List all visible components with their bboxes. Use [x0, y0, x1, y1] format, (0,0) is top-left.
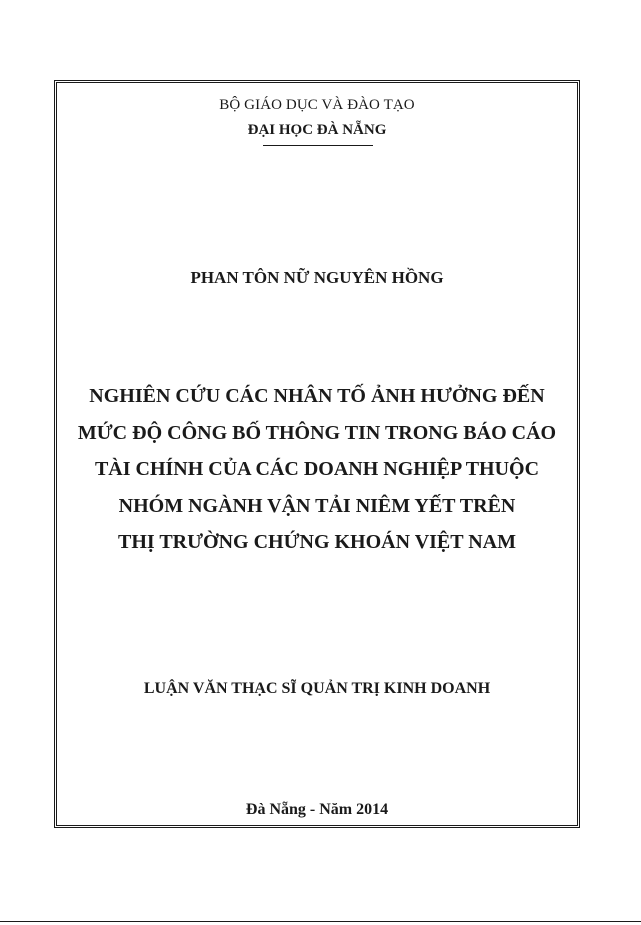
ministry-name: BỘ GIÁO DỤC VÀ ĐÀO TẠO [219, 97, 415, 113]
place-and-year: Đà Nẵng - Năm 2014 [245, 801, 389, 818]
thesis-title-line: THỊ TRƯỜNG CHỨNG KHOÁN VIỆT NAM [118, 531, 516, 553]
university-name: ĐẠI HỌC ĐÀ NẴNG [247, 122, 387, 138]
thesis-cover-frame [54, 80, 580, 828]
thesis-title-line: NGHIÊN CỨU CÁC NHÂN TỐ ẢNH HƯỞNG ĐẾN [89, 385, 545, 407]
degree-type: LUẬN VĂN THẠC SĨ QUẢN TRỊ KINH DOANH [143, 680, 491, 697]
thesis-title [57, 378, 577, 561]
author-name: PHAN TÔN NỮ NGUYÊN HỒNG [190, 268, 444, 287]
thesis-title-line: MỨC ĐỘ CÔNG BỐ THÔNG TIN TRONG BÁO CÁO [77, 421, 557, 444]
university-underline [263, 145, 373, 146]
thesis-title-line: NHÓM NGÀNH VẬN TẢI NIÊM YẾT TRÊN [118, 494, 516, 517]
thesis-title-line: TÀI CHÍNH CỦA CÁC DOANH NGHIỆP THUỘC [94, 458, 540, 480]
page-bottom-rule [0, 921, 641, 922]
